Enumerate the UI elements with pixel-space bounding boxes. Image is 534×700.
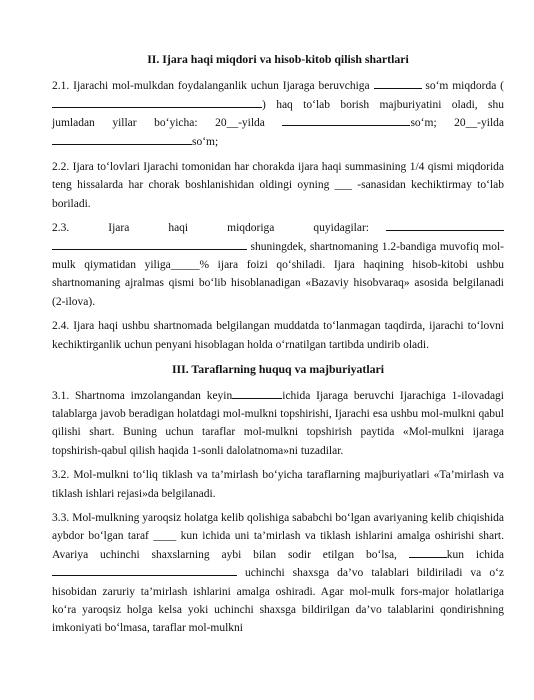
clause-2-1-text-b: so‘m miqdorda (: [425, 80, 505, 93]
clause-2-3: [52, 219, 504, 311]
clause-2-3-text-a: 2.3. Ijara haqi miqdoriga quyidagilar:: [52, 222, 369, 235]
clause-2-3-text-b: shuningdek, shartnomaning 1.2-bandiga muvofiq mol-mulk qiymatidan yiliga_____% ijara foizi qo‘shiladi. Ijara haqining hisob-kitobi ushbu shartnomaning ajralmas qismi bo‘lib hisoblanadigan «Bazaviy hisobvaraq» asosida belgilanadi (2-ilova).: [52, 240, 505, 308]
clause-2-4: 2.4. Ijara haqi ushbu shartnomada belgilangan muddatda to‘lanmagan taqdirda, ijarachi to‘lovni kechiktirganlik uchun penyani hisoblagan holda o‘rnatilgan tartibda undirib oladi.: [52, 320, 504, 351]
section-2-title: II. Ijara haqi miqdori va hisob-kitob qilish shartlari: [147, 52, 409, 66]
clause-3-3: [52, 509, 504, 638]
blank-field[interactable]: [386, 219, 504, 231]
clause-3-2: 3.2. Mol-mulkni to‘liq tiklash va ta’mirlash bo‘yicha taraflarning majburiyatlari «Ta’mirlash va tiklash ishlari rejasi»da belgilanadi.: [52, 469, 504, 500]
section-3-title: III. Taraflarning huquq va majburiyatlari: [171, 362, 385, 377]
blank-field[interactable]: [282, 114, 410, 126]
clause-3-1-text-a: 3.1. Shartnoma imzolangandan keyin: [52, 389, 233, 402]
clause-2-1-text-f: so‘m;: [192, 135, 219, 148]
clause-3-3-text-b: kun ichida: [446, 548, 504, 561]
blank-field[interactable]: [52, 238, 247, 250]
blank-field[interactable]: [374, 77, 422, 89]
clause-2-1-text-a: 2.1. Ijarachi mol-mulkdan foydalanganlik uchun Ijaraga beruvchiga: [52, 80, 370, 93]
clause-3-3-text-c: uchinchi shaxsga da’vo talablari bildiriladi va o‘z hisobidan zaruriy ta’mirlash ishlarini amalga oshiradi. Agar mol-mulk fors-major holatlariga ko‘ra yaroqsiz holga kelsa yoki uchinchi shaxsga bildirilgan da’vo talablarini qondirishning imkoniyati bo‘lmasa, taraflar mol-mulkni: [52, 567, 505, 635]
blank-field[interactable]: [52, 564, 237, 576]
clause-3-1: [52, 387, 504, 461]
clause-2-1-text-e: 20__-yilda: [454, 117, 504, 130]
clause-2-1: [52, 77, 504, 151]
clause-2-2: 2.2. Ijara to‘lovlari Ijarachi tomonidan har chorakda ijara haqi summasining 1/4 qismi miqdorida teng hissalarda har chorak boshlanishidan oldingi oyning ___ -sanasidan kechiktirmay to‘lab boriladi.: [52, 161, 504, 210]
blank-field[interactable]: [409, 546, 447, 558]
clause-3-3-text-a: 3.3. Mol-mulkning yaroqsiz holatga kelib qolishiga sababchi bo‘lgan avariyaning kelib chiqishida aybdor bo‘lgan taraf ____ kun ichida uni ta’mirlash va tiklash ishlarini amalga oshirishi shart. Avariya uchinchi shaxslarning aybi bilan sodir etilgan bo‘lsa,: [52, 511, 504, 561]
clause-2-1-text-d: so‘m;: [410, 117, 437, 130]
blank-field[interactable]: [52, 96, 262, 108]
clause-3-1-text-b: ichida Ijaraga beruvchi Ijarachiga 1-ilovadagi talablarga javob beradigan holatdagi mol-mulkni topshirishi, Ijarachi esa ushbu mol-mulkni qabul qilishi shart. Buning uchun taraflar mol-mulkni topshirish paytida «Mol-mulkni ijaraga topshirish-qabul qilish haqida 1-sonli dalolatnoma»ni tuzadilar.: [52, 389, 504, 457]
clause-2-1-text-c: ) haq to‘lab borish majburiyatini oladi, shu jumladan yillar bo‘yicha: 20__-yilda: [52, 98, 504, 130]
blank-field[interactable]: [52, 133, 192, 145]
blank-field[interactable]: [232, 387, 282, 399]
